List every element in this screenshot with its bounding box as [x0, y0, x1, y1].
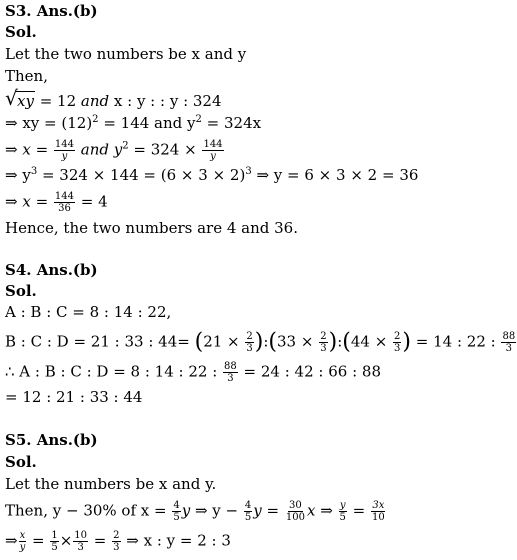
s5-line1: Let the numbers be x and y.: [5, 475, 217, 493]
s5-heading: S5. Ans.(b): [5, 431, 98, 449]
fraction: $\frac{2}{3}$: [394, 331, 401, 354]
fraction: $\frac{88}{3}$: [224, 361, 237, 384]
fraction: $\frac{2}{3}$: [320, 331, 327, 354]
s4-line4: = 12 : 21 : 33 : 44: [5, 388, 143, 406]
s3-conclusion: Hence, the two numbers are 4 and 36.: [5, 219, 298, 237]
fraction: $\frac{4}{5}$: [244, 500, 252, 523]
fraction: $\frac{144}{y}$: [54, 139, 75, 162]
s3-eq1: √ xy = 12 and x : y : : y : 324: [5, 86, 222, 110]
s4-heading: S4. Ans.(b): [5, 261, 98, 279]
fraction: $\frac{y}{5}$: [339, 500, 346, 523]
fraction: $\frac{4}{5}$: [173, 500, 180, 523]
s5-line2: Then, y − 30% of x = $\frac{4}{5}$ y ⇒ y − $\frac{4}{5}$ y = $\frac{30}{100}$ x ⇒ $\frac{y}{5}$ = $\frac{3x}{10}$: [5, 500, 385, 523]
s3-eq3: ⇒ x = $\frac{144}{y}$ and $y^2 = 324$ × $\frac{144}{y}$: [5, 139, 223, 162]
s5-sol-label: Sol.: [5, 453, 37, 471]
s3-line2: Then,: [5, 67, 48, 85]
fraction: $\frac{144}{y}$: [203, 139, 223, 162]
s3-sol-label: Sol.: [5, 23, 37, 41]
fraction: $\frac{1}{5}$: [51, 530, 58, 553]
fraction: $\frac{88}{3}$: [502, 331, 516, 354]
fraction: $\frac{2}{3}$: [246, 331, 253, 354]
s4-line2: B : C : D = 21 : 33 : 44= (21 × $\frac{2}{3}$ ):(33 × $\frac{2}{3}$ ):(44 × $\frac{2}{3}$ ) = 14 : 22 : $\frac{88}{3}$: [5, 329, 516, 355]
s4-line3: ∴ A : B : C : D = 8 : 14 : 22 : $\frac{88}{3}$ = 24 : 42 : 66 : 88: [5, 361, 381, 384]
s4-sol-label: Sol.: [5, 282, 37, 300]
fraction: $\frac{3x}{10}$: [372, 500, 385, 523]
sqrt-expression: √ xy: [5, 86, 34, 110]
s3-heading: S3. Ans.(b): [5, 2, 98, 20]
s5-line3: ⇒ $\frac{x}{y}$ = $\frac{1}{5}$ × $\frac{10}{3}$ = $\frac{2}{3}$ ⇒ x : y = 2 : 3: [5, 530, 231, 553]
fraction: $\frac{x}{y}$: [19, 530, 26, 553]
s3-eq4: ⇒ $y^3 = 324 \times 144 = (6 \times 3 \times 2)^3$ ⇒ y = 6 × 3 × 2 = 36: [5, 166, 419, 184]
s4-line1: A : B : C = 8 : 14 : 22,: [5, 303, 172, 321]
s3-line1: Let the two numbers be x and y: [5, 45, 247, 63]
fraction: $\frac{2}{3}$: [113, 530, 120, 553]
fraction: $\frac{10}{3}$: [74, 530, 88, 553]
s3-eq2: ⇒ xy = $(12)^2 = 144$ and $y^2 = 324x$: [5, 114, 262, 132]
fraction: $\frac{30}{100}$: [285, 500, 305, 523]
fraction: $\frac{144}{36}$: [54, 191, 75, 214]
s3-eq5: ⇒ x = $\frac{144}{36}$ = 4: [5, 191, 108, 214]
